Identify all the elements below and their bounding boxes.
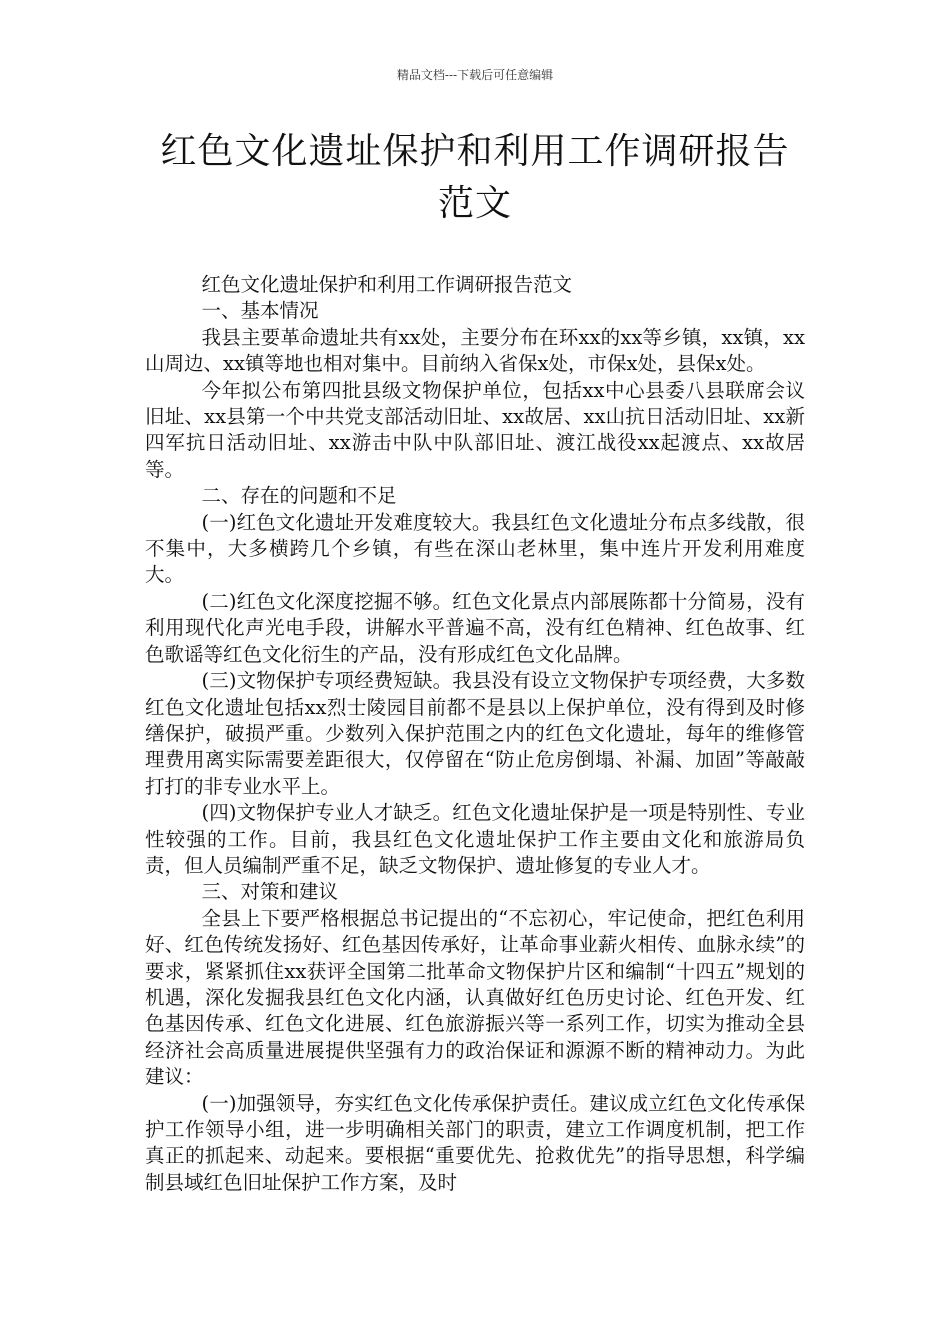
paragraph: (三)文物保护专项经费短缺。我县没有设立文物保护专项经费，大多数红色文化遗址包括xx烈士陵园目前都不是县以上保护单位，没有得到及时修缮保护，破损严重。少数列入保护范围之内的红色文化遗址，每年的维修管理费用离实际需要差距很大，仅停留在“防止危房倒塌、补漏、加固”等敲敲打打的非专业水平上。 [145,669,805,798]
header-note: 精品文档---下载后可任意编辑 [396,68,554,82]
paragraph: 全县上下要严格根据总书记提出的“不忘初心，牢记使命，把红色利用好、红色传统发扬好、红色基因传承好，让革命事业薪火相传、血脉永续”的要求，紧紧抓住xx获评全国第二批革命文物保护片区和编制“十四五”规划的机遇，深化发掘我县红色文化内涵，认真做好红色历史讨论、红色开发、红色基因传承、红色文化进展、红色旅游振兴等一系列工作，切实为推动全县经济社会高质量进展提供坚强有力的政治保证和源源不断的精神动力。为此建议： [145,906,805,1089]
document-body [145,272,805,1196]
paragraph: (一)加强领导，夯实红色文化传承保护责任。建议成立红色文化传承保护工作领导小组，进一步明确相关部门的职责，建立工作调度机制，把工作真正的抓起来、动起来。要根据“重要优先、抢救优先”的指导思想，科学编制县域红色旧址保护工作方案，及时 [145,1091,805,1194]
paragraph: (四)文物保护专业人才缺乏。红色文化遗址保护是一项是特别性、专业性较强的工作。目前，我县红色文化遗址保护工作主要由文化和旅游局负责，但人员编制严重不足，缺乏文物保护、遗址修复的专业人才。 [145,801,805,877]
paragraph: 今年拟公布第四批县级文物保护单位，包括xx中心县委八县联席会议旧址、xx县第一个中共党支部活动旧址、xx故居、xx山抗日活动旧址、xx新四军抗日活动旧址、xx游击中队中队部旧址、渡江战役xx起渡点、xx故居等。 [145,378,805,481]
paragraph-subtitle: 红色文化遗址保护和利用工作调研报告范文 [201,273,573,296]
section-heading-1: 一、基本情况 [201,299,319,323]
section-heading-3: 三、对策和建议 [201,880,339,904]
paragraph: 我县主要革命遗址共有xx处，主要分布在环xx的xx等乡镇，xx镇，xx山周边、xx镇等地也相对集中。目前纳入省保x处，市保x处，县保x处。 [145,325,805,376]
paragraph: (一)红色文化遗址开发难度较大。我县红色文化遗址分布点多线散，很不集中，大多横跨几个乡镇，有些在深山老林里，集中连片开发利用难度大。 [145,510,805,587]
paragraph: (二)红色文化深度挖掘不够。红色文化景点内部展陈都十分简易，没有利用现代化声光电手段，讲解水平普遍不高，没有红色精神、红色故事、红色歌谣等红色文化衍生的产品，没有形成红色文化品牌。 [145,589,805,666]
section-heading-2: 二、存在的问题和不足 [201,484,397,508]
document-title: 红色文化遗址保护和利用工作调研报告范文 [160,131,790,224]
